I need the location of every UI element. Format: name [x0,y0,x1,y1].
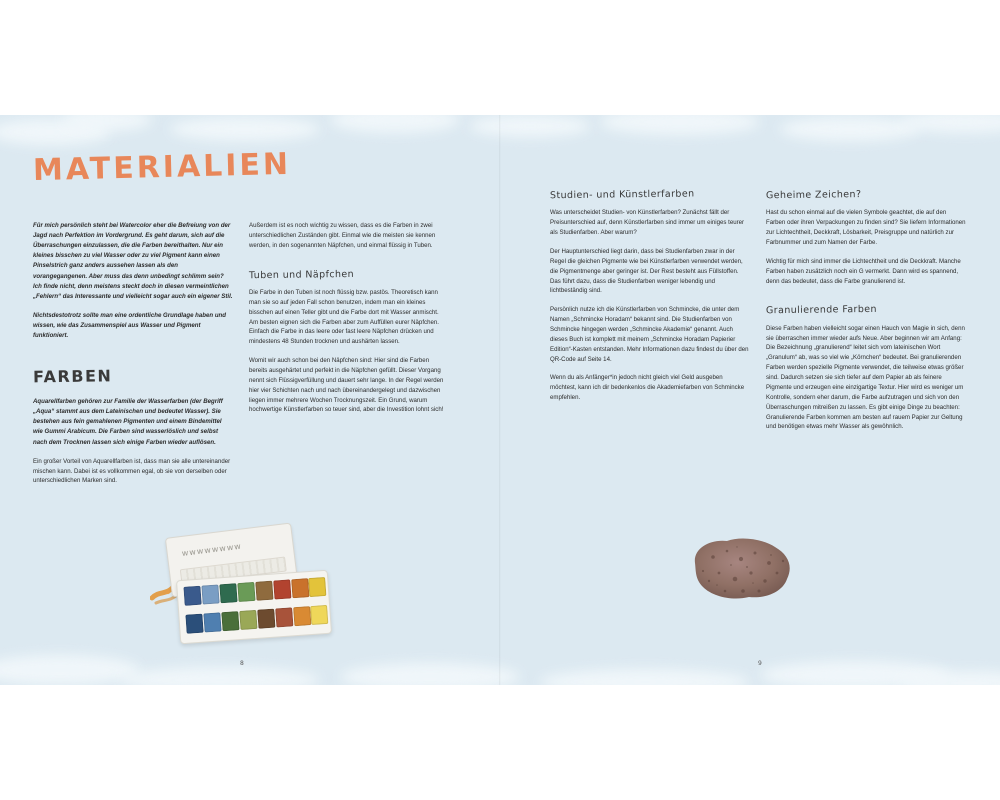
right-page-column-2 [766,187,966,432]
paint-pan [275,607,293,627]
intro-paragraph-2: Nichtsdestotrotz sollte man eine ordentliche Grundlage haben und wissen, wie das Zusammenspiel aus Wasser und Pigment funktioniert. [33,311,226,340]
section-heading-farben: FARBEN [32,366,113,387]
lid-label: wwwwwwww [181,541,243,558]
granulating-paint-swatch-illustration [683,533,801,605]
right-page [500,115,1000,685]
book-spread [0,115,1000,685]
paint-pan [293,606,311,626]
paint-pan [183,586,201,606]
paint-pan [185,614,203,634]
studien-paragraph-4: Wenn du als Anfänger*in jedoch nicht gleich viel Geld ausgeben möchtest, kann ich dir bedenkenlos die Akademiefarben von Schmincke empfehlen. [550,374,745,402]
paint-pan [310,605,328,625]
paint-pan [308,577,326,597]
left-page [0,115,500,685]
left-page-column-1 [33,221,233,486]
geheime-zeichen-paragraph-1: Hast du schon einmal auf die vielen Symbole geachtet, die auf den Farben oder ihren Verpackungen zu finden sind? Sie liefern Informationen zur Lichtechtheit, Deckkraft, Lösbarkeit, Preisgruppe und natürlich zur Farbnummer und zum Namen der Farbe. [766,209,966,246]
watercolor-paint-set-illustration [150,520,335,650]
right-page-number: 9 [758,660,762,667]
paint-pan [221,611,239,631]
studien-paragraph-3: Persönlich nutze ich die Künstlerfarben von Schmincke, die unter dem Namen „Schmincke Horadam“ bekannt sind. Die Studienfarben von Schmincke hingegen werden „Schmincke Akademie“ genannt. Auch dieses Buch ist komplett mit meinem „Schmincke Horadam Papierier Edition“-Kasten entstanden. Mehr Informationen dazu findest du über den QR-Code auf Seite 14. [550,306,749,363]
paint-pan [237,582,255,602]
subheading-tuben-und-naepfchen: Tuben und Näpfchen [248,268,355,281]
subheading-geheime-zeichen: Geheime Zeichen? [765,189,862,202]
studien-paragraph-1: Was unterscheidet Studien- von Künstlerfarben? Zunächst fällt der Preisunterschied auf, denn Künstlerfarben sind immer um einiges teurer als Studienfarben. Aber warum? [550,209,745,237]
studien-paragraph-2: Der Hauptunterschied liegt darin, dass bei Studienfarben zwar in der Regel die gleichen Pigmente wie bei Künstlerfarben verwendet werden, die Pigmentmenge aber geringer ist. Der Rest besteht aus Füllstoffen. Das führt dazu, dass die Studienfarben weniger lebendig und lichtbeständig sind. [550,247,743,295]
paint-pan [257,609,275,629]
paint-pan [273,579,291,599]
tuben-paragraph-1: Die Farbe in den Tuben ist noch flüssig bzw. pastös. Theoretisch kann man sie so auf jeden Fall schon benutzen, indem man ein kleines bisschen auf einen Teller gibt und die Farbe dort mit Wasser anmischt. Am besten eignen sich die Farben aber zum Auffüllen eurer Näpfchen. Einfach die Farbe in das leere oder fast leere Näpfchen drücken und mindestens 48 Stunden trocknen und aushärten lassen. [249,288,439,346]
paint-pan [239,610,257,630]
tuben-paragraph-2: Womit wir auch schon bei den Näpfchen sind: Hier sind die Farben bereits ausgehärtet und perfekt in die Näpfchen gefüllt. Dieser Vorgang nennt sich Flüssigverfüllung und dauert sehr lange. In der Regel werden hier vier Schichten nach und nach übereinandergelegt und dazwischen liegen immer mehrere Wochen Trocknungszeit. Ein Grund, warum hochwertige Künstlerfarben so teuer sind, aber die Investition lohnt sich! [249,357,444,414]
subheading-studien-und-kuenstlerfarben: Studien- und Künstlerfarben [549,188,695,202]
geheime-zeichen-paragraph-2: Wichtig für mich sind immer die Lichtechtheit und die Deckkraft. Manche Farben haben zusätzlich noch ein G vermerkt. Dann wird es spannend, denn das bedeutet, dass die Farbe granulierend ist. [766,257,961,285]
right-page-column-1 [550,187,750,403]
left-page-column-2 [249,221,449,415]
intro-paragraph-1: Für mich persönlich steht bei Watercolor eher die Befreiung von der Jagd nach Perfektion im Vordergrund. Es geht darum, sich auf die Überraschungen einzulassen, die die Farben bereithalten. Nur ein kleines bisschen zu viel Wasser oder zu viel Pigment kann einen Pinselstrich ganz anders aussehen lassen als den vorangegangenen. Aber muss das denn unbedingt schlimm sein? Ich finde nicht, denn meistens steckt doch in diesen vermeintlichen „Fehlern“ das Interessante und vielleicht sogar auch ein eigener Stil. [33,222,233,300]
farben-body: Ein großer Vorteil von Aquarellfarben ist, dass man sie alle untereinander mischen kann. Dabei ist es vollkommen egal, ob sie von derselben oder unterschiedlichen Marken sind. [33,457,231,485]
farben-lead: Aquarellfarben gehören zur Familie der Wasserfarben (der Begriff „Aqua“ stammt aus dem Lateinischen und bedeutet Wasser). Sie bestehen aus fein gemahlenen Pigmenten und einem Bindemittel wie Gummi Arabicum. Die Farben sind wasserlöslich und selbst nach dem Trocknen lassen sich einige Farben wieder auflösen. [33,398,223,446]
column2-opener: Außerdem ist es noch wichtig zu wissen, dass es die Farben in zwei unterschiedlichen Zuständen gibt. Einmal wie die meisten sie kennen werden, in den sogenannten Näpfchen, und einmal flüssig in Tuben. [249,222,436,249]
paint-pan [219,583,237,603]
paint-pan [201,584,219,604]
paint-pan [291,578,309,598]
paint-pan-tray [176,570,332,644]
subheading-granulierende-farben: Granulierende Farben [765,304,878,317]
page-title: MATERIALIEN [32,146,292,189]
left-page-number: 8 [240,660,244,667]
paint-pan [255,581,273,601]
granulierende-farben-paragraph-1: Diese Farben haben vielleicht sogar einen Hauch von Magie in sich, denn sie überraschen immer wieder aufs Neue. Aber beginnen wir am Anfang: Die Bezeichnung „granulierend“ leitet sich vom lateinischen Wort „Granulum“ ab, was so viel wie „Körnchen“ bedeutet. Bei granulierenden Farben werden spezielle Pigmente verwendet, die teilweise etwas größer sind. Dadurch setzen sie sich tiefer auf dem Papier ab als feinere Pigmente und erzeugen eine einzigartige Textur. Hier wird es weniger um Kontrolle, sondern eher darum, die Farbe aufzutragen und sich von den Überraschungen mitreißen zu lassen. Es gibt einige Dinge zu beachten: Granulierende Farben kommen am besten auf rauem Papier zur Geltung und benötigen etwas mehr Wasser als gewöhnlich. [766,324,965,431]
paint-pan [203,612,221,632]
